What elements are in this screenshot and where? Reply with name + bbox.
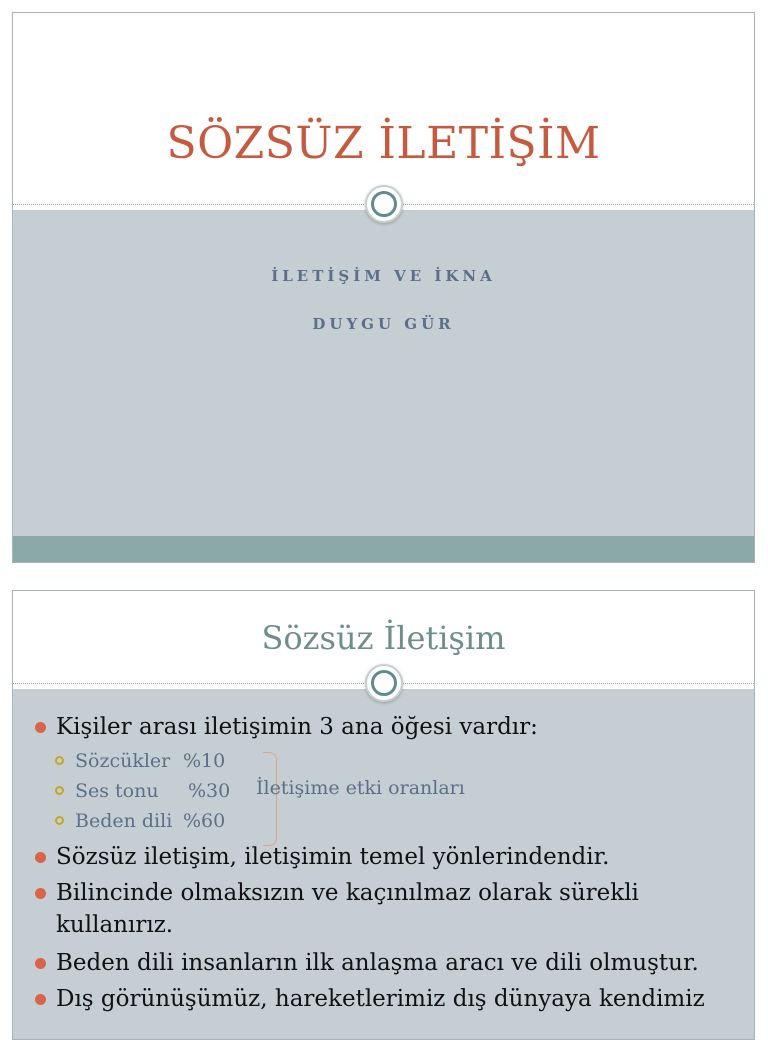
- subtitle-line-2: DUYGU GÜR: [312, 315, 455, 333]
- bullet-dot-icon: [35, 994, 46, 1005]
- circle-ring-ornament-icon: [365, 185, 403, 223]
- title-slide: [12, 12, 755, 563]
- bullet-dot-icon: [35, 722, 46, 733]
- sub-bullet-ring-icon: [55, 816, 64, 825]
- sub-bullet-ring-icon: [55, 756, 64, 765]
- bullet-text: Dış görünüşümüz, hareketlerimiz dış dünyaya kendimiz: [56, 986, 705, 1012]
- content-slide: [12, 590, 755, 1040]
- circle-ring-ornament-icon: [365, 664, 403, 702]
- bullet-text: Sözsüz iletişim, iletişimin temel yönlerindendir.: [56, 844, 610, 870]
- sub-bullet-label: Ses tonu: [75, 780, 159, 802]
- bracket-icon: [263, 752, 277, 846]
- bottom-band: [13, 536, 754, 562]
- slide-title: Sözsüz İletişim: [261, 619, 506, 657]
- annotation-note: İletişime etki oranları: [256, 777, 465, 799]
- sub-bullet-label: Sözcükler: [75, 750, 171, 772]
- slide-title: SÖZSÜZ İLETİŞİM: [166, 118, 601, 169]
- bullet-dot-icon: [35, 958, 46, 969]
- bullet-text: kullanırız.: [56, 912, 174, 938]
- bullet-dot-icon: [35, 852, 46, 863]
- bullet-text: Bilincinde olmaksızın ve kaçınılmaz olarak sürekli: [56, 880, 639, 906]
- sub-bullet-value: %10: [183, 750, 226, 772]
- bullet-text: Beden dili insanların ilk anlaşma aracı ve dili olmuştur.: [56, 950, 699, 976]
- bullet-text: Kişiler arası iletişimin 3 ana öğesi vardır:: [56, 714, 538, 740]
- title-area: [13, 13, 754, 210]
- bullet-dot-icon: [35, 888, 46, 899]
- sub-bullet-value: %60: [183, 810, 226, 832]
- sub-bullet-ring-icon: [55, 786, 64, 795]
- sub-bullet-label: Beden dili: [75, 810, 173, 832]
- subtitle-line-1: İLETİŞİM VE İKNA: [271, 267, 496, 285]
- sub-bullet-value: %30: [188, 780, 231, 802]
